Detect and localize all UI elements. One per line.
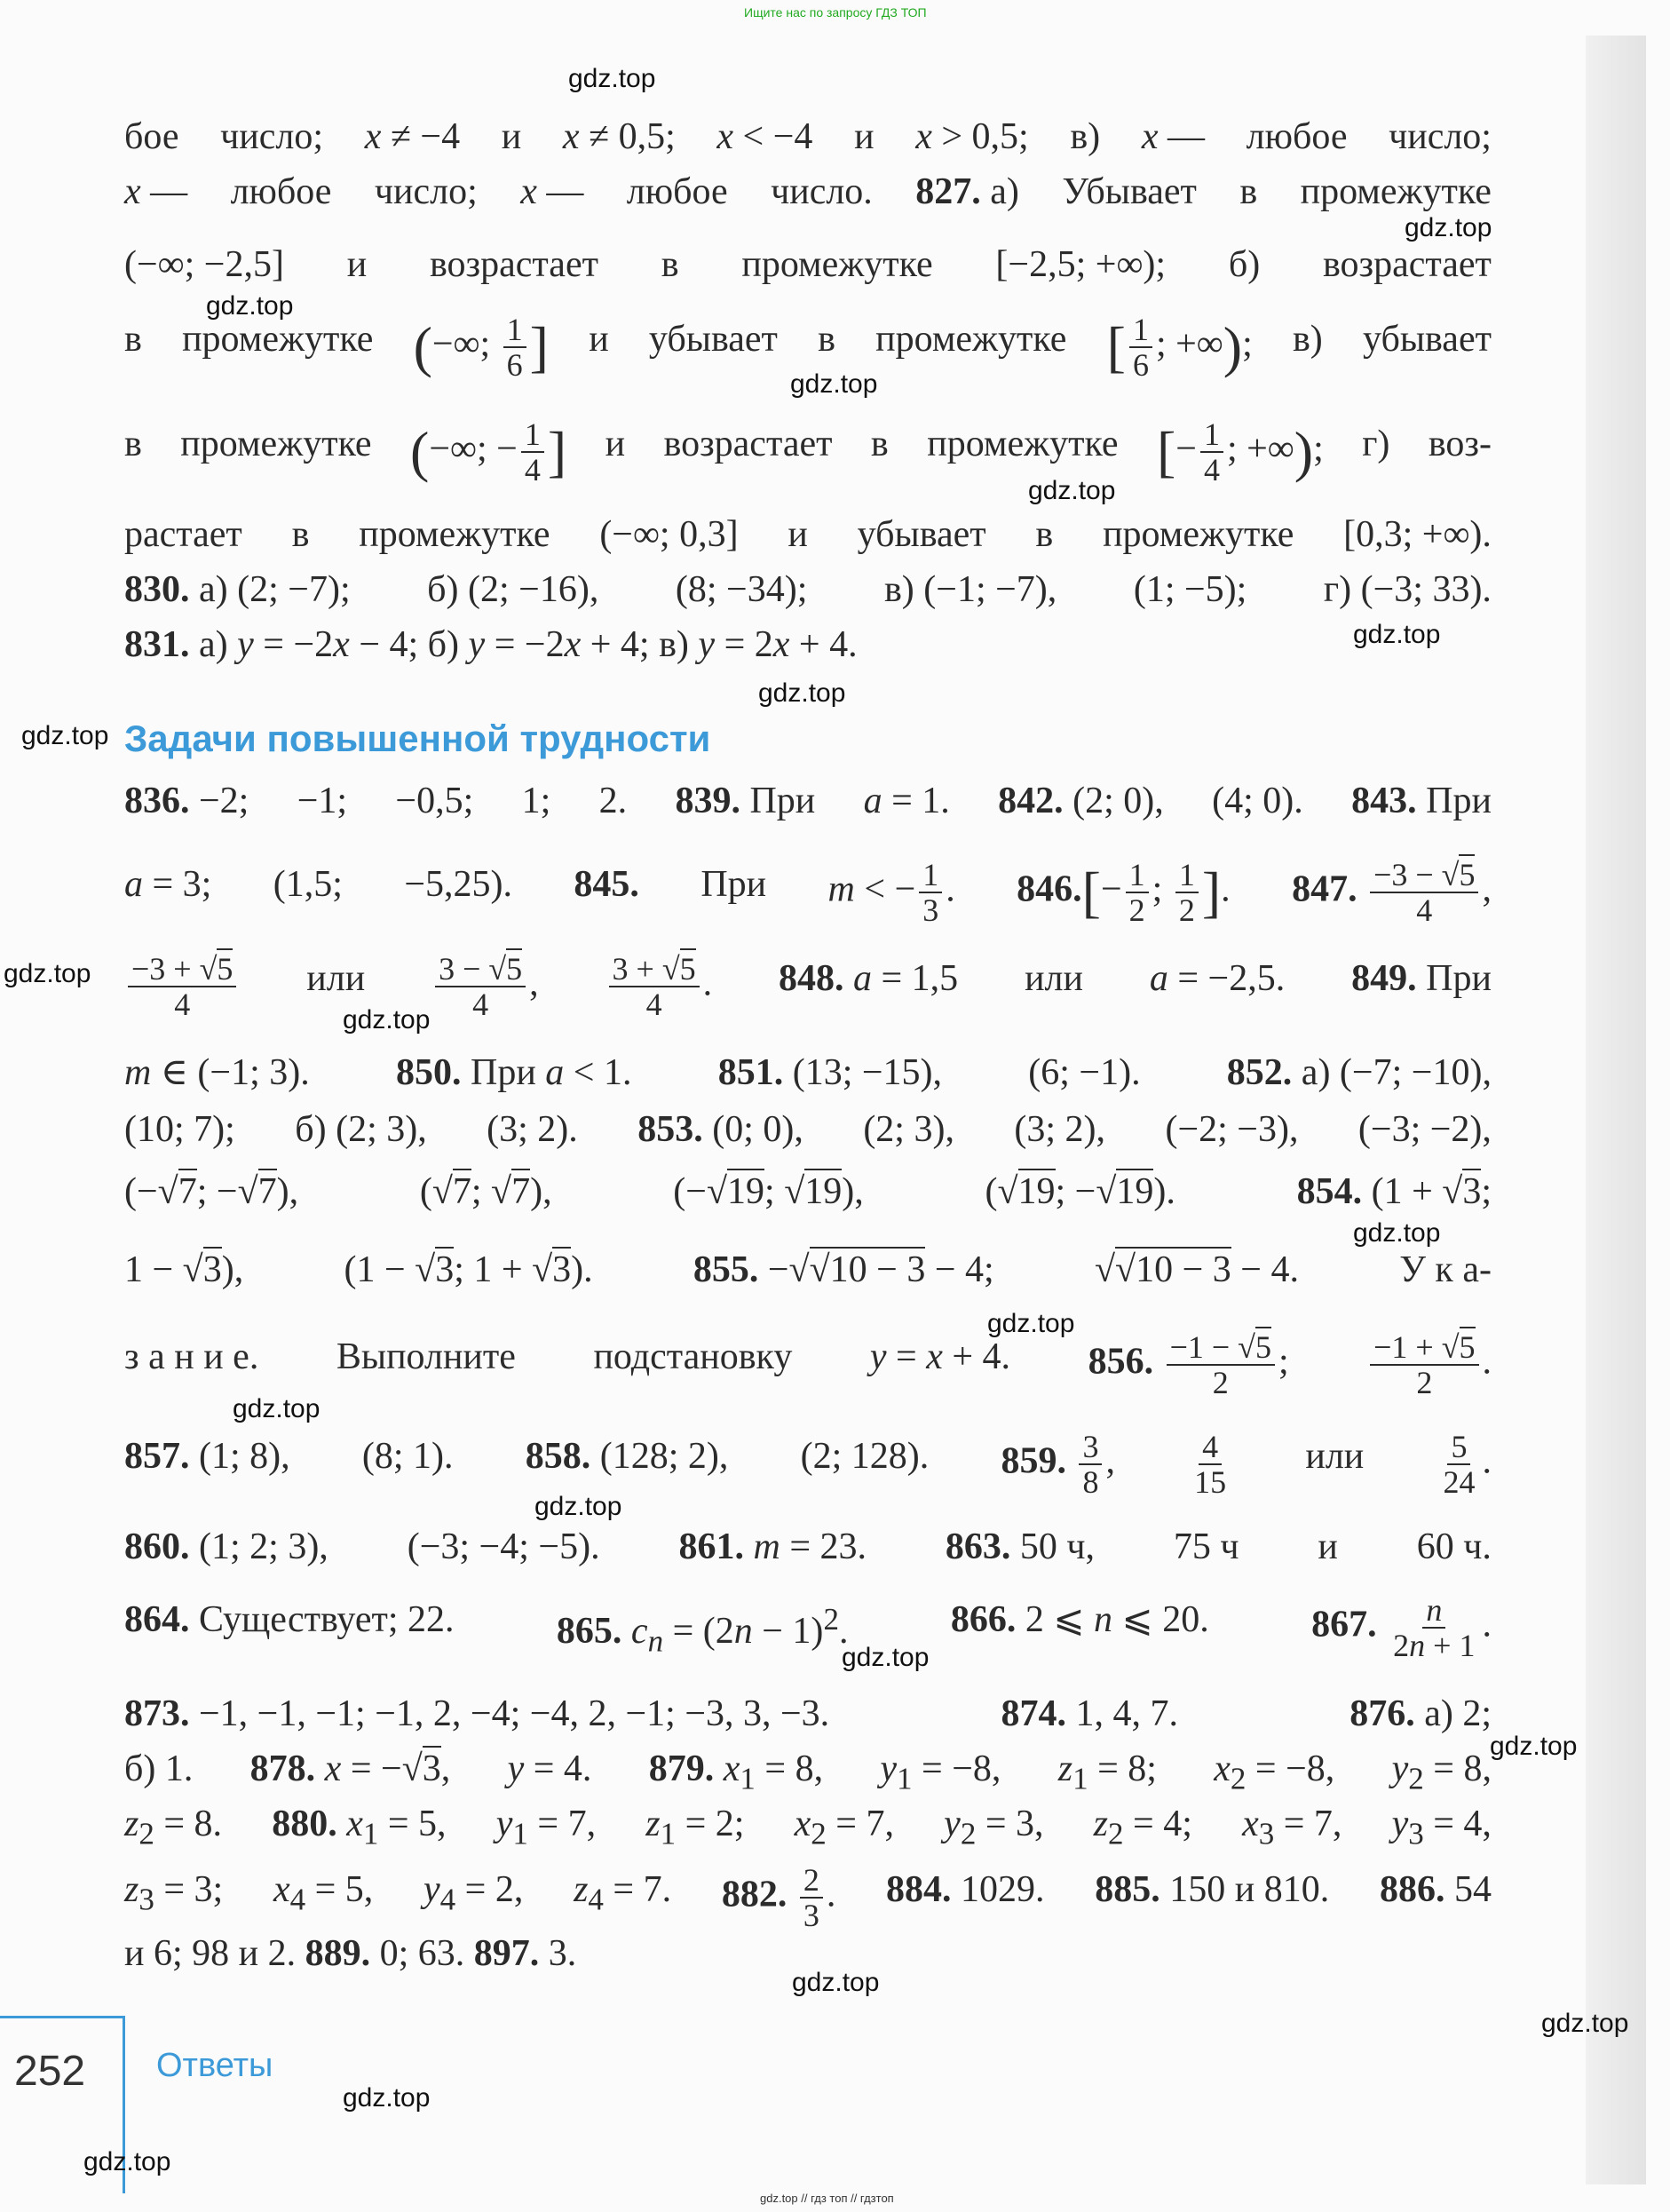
answer-line: (−∞; −2,5] и возрастает в промежутке [−2,5; +∞); б) возрастает xyxy=(124,244,1492,285)
footer-section-title: Ответы xyxy=(156,2047,273,2084)
answer-line: растает в промежутке (−∞; 0,3] и убывает в промежутке [0,3; +∞). xyxy=(124,514,1492,555)
watermark: gdz.top xyxy=(1541,2009,1629,2038)
watermark: gdz.top xyxy=(83,2147,171,2176)
watermark: gdz.top xyxy=(1028,476,1116,505)
watermark: gdz.top xyxy=(233,1394,321,1423)
page-edge-shadow xyxy=(1586,36,1646,2184)
answer-line: 1 − √3), (1 − √3; 1 + √3). 855. −√√10 − 3 − 4; √√10 − 3 − 4. У к а- xyxy=(124,1243,1492,1296)
watermark: gdz.top xyxy=(534,1492,622,1521)
answer-line: a = 3; (1,5; −5,25). 845. При m < − $\frac{1}{3}$ . 846.[− $\frac{1}{2}$ ; $\frac{1}{2}$ ]. 847. $\frac{-3 - √5}{4}$ , xyxy=(124,858,1492,927)
answer-line: 873. −1, −1, −1; −1, 2, −4; −4, 2, −1; −3, 3, −3. 874. 1, 4, 7. 876. а) 2; xyxy=(124,1693,1492,1734)
answer-line: 860. (1; 2; 3), (−3; −4; −5). 861. m = 23. 863. 50 ч, 75 ч и 60 ч. xyxy=(124,1526,1492,1567)
watermark: gdz.top xyxy=(1353,620,1441,649)
answer-line: x — любое число; x — любое число. 827. а) Убывает в промежутке xyxy=(124,171,1492,212)
watermark: gdz.top xyxy=(790,369,878,399)
answer-line: (10; 7); б) (2; 3), (3; 2). 853. (0; 0), (2; 3), (3; 2), (−2; −3), (−3; −2), xyxy=(124,1109,1492,1150)
section-title: Задачи повышенной трудности xyxy=(124,718,711,759)
header-note: Ищите нас по запросу ГДЗ ТОП xyxy=(744,5,927,20)
answer-line: б) 1. 878. x = −√3, y = 4. 879. $x_1 = 8$, $y_1 = -8$, $z_1 = 8$; $x_2 = -8$, $y_2 = 8$, xyxy=(124,1742,1492,1805)
answer-line: 831. а) y = −2x − 4; б) y = −2x + 4; в) y = 2x + 4. xyxy=(124,624,858,665)
answer-line: в промежутке (−∞; $\frac{1}{6}$ ] и убывает в промежутке [ $\frac{1}{6}$ ; +∞); в) убывает xyxy=(124,312,1492,383)
watermark: gdz.top xyxy=(568,64,656,93)
footer-note: gdz.top // гдз топ // гдзтоп xyxy=(760,2192,894,2205)
watermark: gdz.top xyxy=(4,959,91,988)
watermark: gdz.top xyxy=(792,1968,880,1997)
watermark: gdz.top xyxy=(206,291,294,321)
footer-rule xyxy=(0,2016,125,2018)
answer-line: в промежутке (−∞; − $\frac{1}{4}$ ] и возрастает в промежутке [− $\frac{1}{4}$ ; +∞); г) воз- xyxy=(124,416,1492,488)
answer-line: m ∈ (−1; 3). 850. При a < 1. 851. (13; −15), (6; −1). 852. а) (−7; −10), xyxy=(124,1052,1492,1093)
watermark: gdz.top xyxy=(21,721,109,750)
answer-line: $z_3 = 3$; $x_4 = 5$, $y_4 = 2$, $z_4 = 7$. 882. $\frac{2}{3}$ . 884. 1029. 885. 150 и 810. 886. 54 xyxy=(124,1862,1492,1933)
answer-line: 830. а) (2; −7); б) (2; −16), (8; −34); в) (−1; −7), (1; −5); г) (−3; 33). xyxy=(124,569,1492,610)
answer-line: $z_2 = 8$. 880. $x_1 = 5$, $y_1 = 7$, $z_1 = 2$; $x_2 = 7$, $y_2 = 3$, $z_2 = 4$; $x_3 = 7$, $y_3 = 4$, xyxy=(124,1804,1492,1851)
watermark: gdz.top xyxy=(1490,1732,1578,1761)
answer-line: з а н и е. Выполните подстановку y = x + 4. 856. $\frac{-1 - √5}{2}$ ; $\frac{-1 + √5}{2}$ . xyxy=(124,1330,1492,1399)
watermark: gdz.top xyxy=(1405,213,1492,242)
answer-line: бое число; x ≠ −4 и x ≠ 0,5; x < −4 и x > 0,5; в) x — любое число; xyxy=(124,116,1492,157)
page-number: 252 xyxy=(14,2048,86,2095)
answer-line: (−√7; −√7), (√7; √7), (−√19; √19), (√19; −√19). 854. (1 + √3; xyxy=(124,1165,1492,1218)
answer-line: $\frac{-3 + √5}{4}$ или $\frac{3 - √5}{4}$ , $\frac{3 + √5}{4}$ . 848. a = 1,5 или a = −2,5. 849. При xyxy=(124,952,1492,1021)
watermark: gdz.top xyxy=(343,2083,431,2113)
watermark: gdz.top xyxy=(842,1643,930,1672)
answer-line: 836. −2; −1; −0,5; 1; 2. 839. При a = 1. 842. (2; 0), (4; 0). 843. При xyxy=(124,781,1492,821)
answer-line: 864. Существует; 22. 865. $c_n = (2n - 1)^2$. 866. 2 ⩽ n ⩽ 20. 867. $\frac{n}{2n + 1}$ . xyxy=(124,1592,1492,1663)
watermark: gdz.top xyxy=(758,678,846,708)
watermark: gdz.top xyxy=(343,1005,431,1035)
watermark: gdz.top xyxy=(987,1309,1075,1338)
watermark: gdz.top xyxy=(1353,1218,1441,1248)
answer-line: 857. (1; 8), (8; 1). 858. (128; 2), (2; 128). 859. $\frac{3}{8}$ , $\frac{4}{15}$ или $\frac{5}{24}$ . xyxy=(124,1429,1492,1500)
answer-line: и 6; 98 и 2. 889. 0; 63. 897. 3. xyxy=(124,1933,577,1974)
